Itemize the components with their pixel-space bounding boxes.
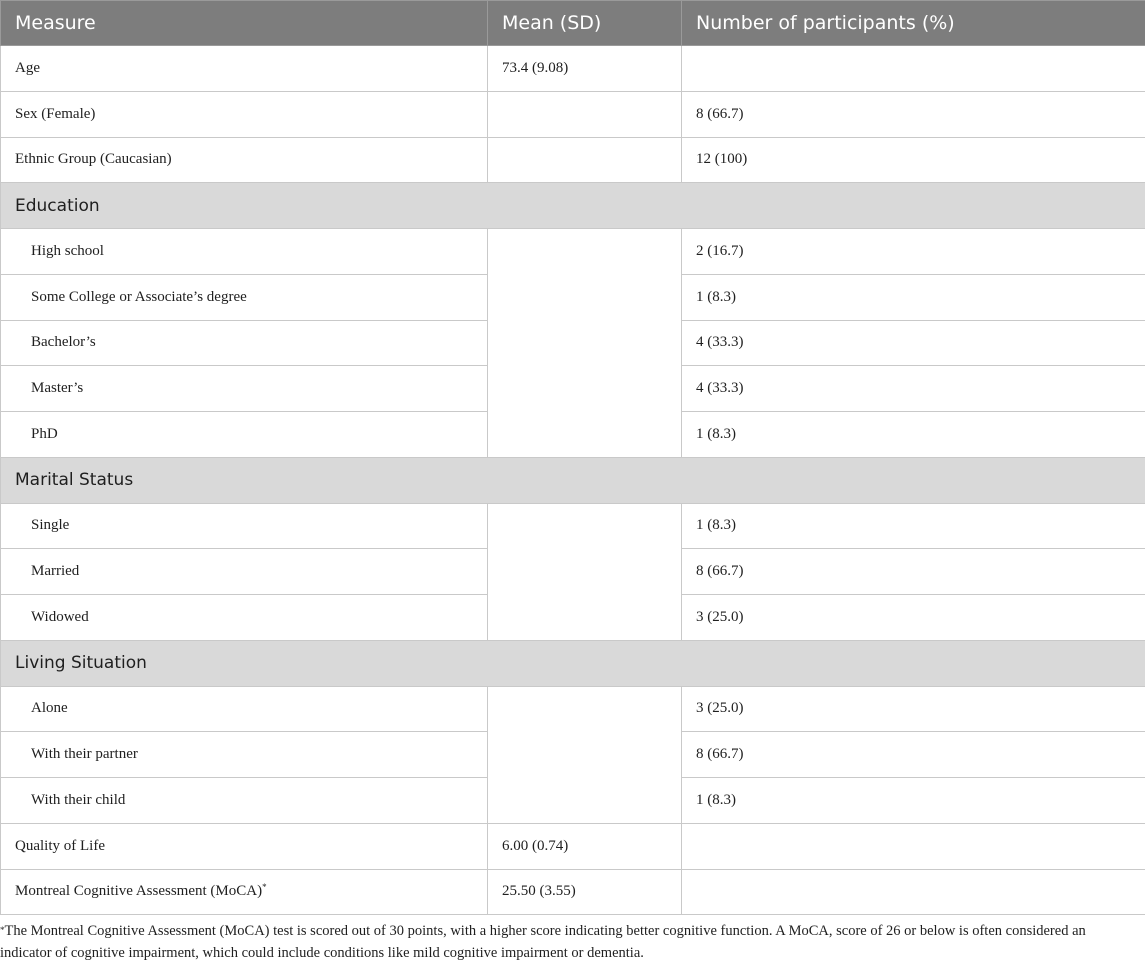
header-mean-sd: Mean (SD) bbox=[488, 1, 682, 46]
section-title: Living Situation bbox=[1, 640, 1145, 686]
table-row bbox=[1, 869, 1145, 915]
row-count: 8 (66.7) bbox=[682, 91, 1145, 137]
row-count: 4 (33.3) bbox=[682, 320, 1145, 366]
row-count: 1 (8.3) bbox=[682, 778, 1145, 824]
table-row bbox=[1, 137, 1145, 183]
section-row-living-situation bbox=[1, 640, 1145, 686]
footnote-text: The Montreal Cognitive Assessment (MoCA) test is scored out of 30 points, with a higher score indicating better cognitive function. A MoCA, score of 26 or below is often considered an indicator of cognitive impairment, which could include conditions like mild cognitive impairment or dementia. bbox=[0, 923, 1086, 961]
table-footnote bbox=[0, 920, 1135, 964]
row-count: 3 (25.0) bbox=[682, 595, 1145, 641]
row-measure: Alone bbox=[1, 686, 488, 732]
table-row bbox=[1, 823, 1145, 869]
row-mean bbox=[488, 137, 682, 183]
row-measure: With their partner bbox=[1, 732, 488, 778]
merged-mean-cell bbox=[488, 503, 682, 640]
row-measure: Montreal Cognitive Assessment (MoCA) bbox=[15, 883, 262, 899]
row-measure: Sex (Female) bbox=[1, 91, 488, 137]
row-count: 1 (8.3) bbox=[682, 503, 1145, 549]
row-measure: With their child bbox=[1, 778, 488, 824]
row-measure: Quality of Life bbox=[1, 823, 488, 869]
table-row bbox=[1, 503, 1145, 549]
table-row bbox=[1, 686, 1145, 732]
section-title: Education bbox=[1, 183, 1145, 229]
row-count: 2 (16.7) bbox=[682, 229, 1145, 275]
row-count: 4 (33.3) bbox=[682, 366, 1145, 412]
footnote-marker: * bbox=[262, 882, 267, 892]
row-mean: 73.4 (9.08) bbox=[488, 46, 682, 92]
row-measure: Master’s bbox=[1, 366, 488, 412]
row-measure: PhD bbox=[1, 412, 488, 458]
table-row bbox=[1, 229, 1145, 275]
row-count bbox=[682, 823, 1145, 869]
row-count: 3 (25.0) bbox=[682, 686, 1145, 732]
row-measure: Some College or Associate’s degree bbox=[1, 274, 488, 320]
section-row-marital-status bbox=[1, 457, 1145, 503]
row-measure: Married bbox=[1, 549, 488, 595]
table-row bbox=[1, 46, 1145, 92]
row-mean: 25.50 (3.55) bbox=[488, 869, 682, 915]
row-measure: Bachelor’s bbox=[1, 320, 488, 366]
row-count bbox=[682, 46, 1145, 92]
row-measure: High school bbox=[1, 229, 488, 275]
row-count: 1 (8.3) bbox=[682, 274, 1145, 320]
row-count: 12 (100) bbox=[682, 137, 1145, 183]
row-mean: 6.00 (0.74) bbox=[488, 823, 682, 869]
section-row-education bbox=[1, 183, 1145, 229]
row-measure-cell bbox=[1, 869, 488, 915]
row-measure: Age bbox=[1, 46, 488, 92]
row-count bbox=[682, 869, 1145, 915]
header-measure: Measure bbox=[1, 1, 488, 46]
merged-mean-cell bbox=[488, 686, 682, 823]
row-count: 1 (8.3) bbox=[682, 412, 1145, 458]
row-measure: Widowed bbox=[1, 595, 488, 641]
header-participants: Number of participants (%) bbox=[682, 1, 1145, 46]
row-mean bbox=[488, 91, 682, 137]
table-row bbox=[1, 91, 1145, 137]
footnote-marker: * bbox=[0, 925, 5, 935]
merged-mean-cell bbox=[488, 229, 682, 458]
header-row bbox=[1, 1, 1145, 46]
section-title: Marital Status bbox=[1, 457, 1145, 503]
row-count: 8 (66.7) bbox=[682, 732, 1145, 778]
row-count: 8 (66.7) bbox=[682, 549, 1145, 595]
row-measure: Ethnic Group (Caucasian) bbox=[1, 137, 488, 183]
row-measure: Single bbox=[1, 503, 488, 549]
